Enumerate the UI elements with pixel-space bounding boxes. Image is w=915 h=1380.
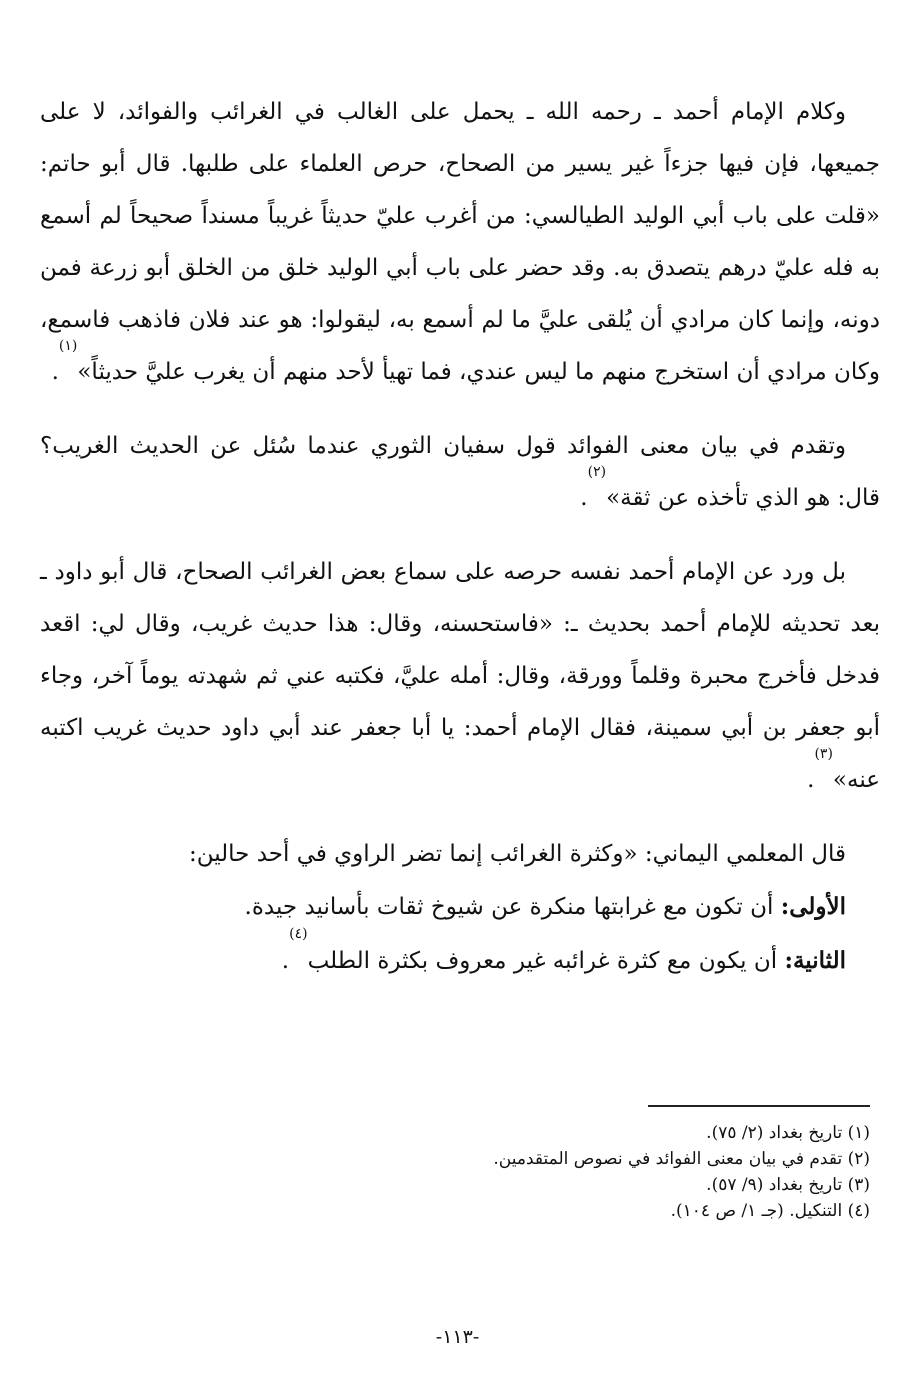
- paragraph-1: [40, 86, 880, 398]
- main-text: [40, 86, 880, 988]
- paragraph-4: قال المعلمي اليماني: «وكثرة الغرائب إنما تضر الراوي في أحد حالين:: [188, 841, 846, 867]
- page-number: -١١٣-: [435, 1326, 480, 1348]
- footnote-ref-1: (١): [58, 338, 78, 354]
- paragraph-2-end: .: [580, 485, 588, 511]
- footnote-ref-2: (٢): [587, 464, 607, 480]
- condition-first: [40, 880, 880, 934]
- paragraph-2: [40, 420, 880, 524]
- paragraph-3: [40, 546, 880, 806]
- footnote-divider: [648, 1105, 870, 1107]
- paragraph-1-text: وكلام الإمام أحمد ـ رحمه الله ـ يحمل على الغالب في الغرائب والفوائد، لا على جميعها، فإن فيها جزءاً غير يسير من الصحاح، حرص العلماء على طلبها. قال أبو حاتم: «قلت على باب أبي الوليد الطيالسي: من أغرب عليّ حديثاً غريباً مسنداً صحيحاً لم أسمع به فله عليّ درهم يتصدق به. وقد حضر على باب أبي الوليد خلق من الخلق أبو زرعة فمن دونه، وإنما كان مرادي أن يُلقى عليَّ ما لم أسمع به، ليقولوا: هو عند فلان فاذهب فاسمع، وكان مرادي أن استخرج منهم ما ليس عندي، فما تهيأ لأحد منهم أن يغرب عليَّ حديثاً»: [40, 99, 880, 385]
- footnote-ref-3: (٣): [814, 746, 833, 762]
- footnotes: [50, 1120, 870, 1224]
- paragraph-3-text: بل ورد عن الإمام أحمد نفسه حرصه على سماع بعض الغرائب الصحاح، قال أبو داود ـ بعد تحديثه للإمام أحمد بحديث ـ: «فاستحسنه، وقال: هذا حديث غريب، وقال لي: اقعد فدخل فأخرج محبرة وقلماً وورقة، وقال: أمله عليَّ، فكتبه عني ثم شهدته يوماً آخر، وجاء أبو جعفر بن أبي سمينة، فقال الإمام أحمد: يا أبا جعفر عند أبي داود حديث غريب اكتبه عنه»: [40, 559, 880, 793]
- condition-second-text: أن يكون مع كثرة غرائبه غير معروف بكثرة الطلب: [307, 948, 778, 974]
- condition-first-text: أن تكون مع غرابتها منكرة عن شيوخ ثقات بأسانيد جيدة.: [244, 894, 774, 920]
- condition-second-end: .: [281, 948, 290, 974]
- footnote-ref-4: (٤): [289, 926, 308, 942]
- condition-second-label: الثانية:: [784, 947, 846, 974]
- paragraph-3-end: .: [807, 767, 815, 793]
- condition-second: [40, 926, 880, 988]
- footnote-4: (٤) التنكيل. (جـ ١/ ص ١٠٤).: [670, 1201, 870, 1221]
- footnote-2: (٢) تقدم في بيان معنى الفوائد في نصوص المتقدمين.: [493, 1149, 870, 1169]
- paragraph-1-end: .: [51, 359, 59, 385]
- footnote-3: (٣) تاريخ بغداد (٩/ ٥٧).: [706, 1175, 870, 1195]
- condition-first-label: الأولى:: [780, 893, 846, 920]
- paragraph-2-text: وتقدم في بيان معنى الفوائد قول سفيان الثوري عندما سُئل عن الحديث الغريب؟ قال: هو الذي تأخذه عن ثقة»: [40, 433, 880, 511]
- footnote-1: (١) تاريخ بغداد (٢/ ٧٥).: [706, 1123, 870, 1143]
